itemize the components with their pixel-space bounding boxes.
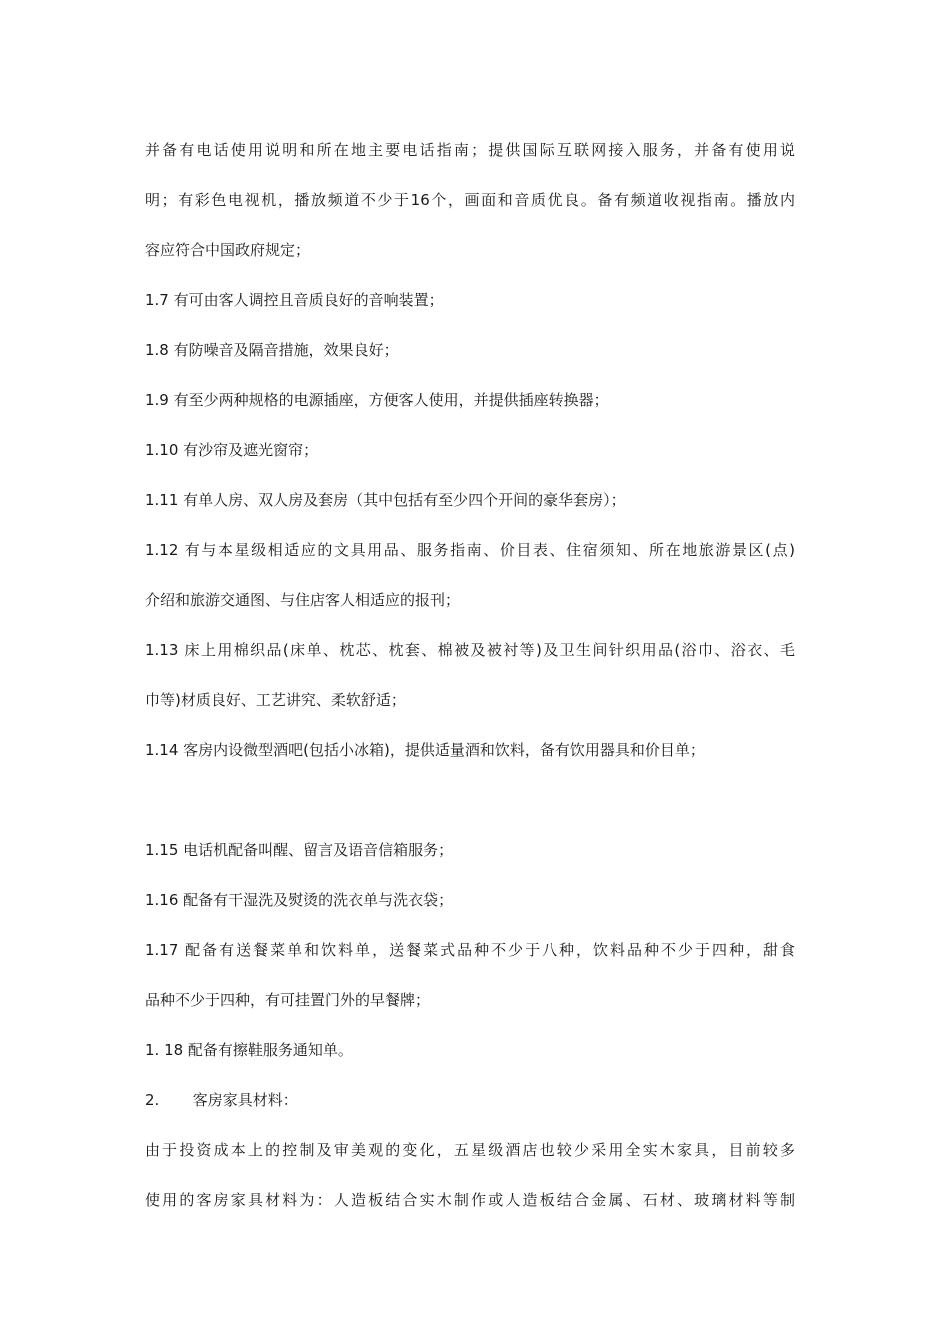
- list-item-1-9: 1.9 有至少两种规格的电源插座，方便客人使用，并提供插座转换器；: [145, 391, 609, 409]
- list-item-1-15: 1.15 电话机配备叫醒、留言及语音信箱服务；: [145, 841, 454, 859]
- document-body: [145, 125, 795, 1225]
- paragraph-line: 容应符合中国政府规定；: [145, 241, 311, 259]
- list-item-1-7: 1.7 有可由客人调控且音质良好的音响装置；: [145, 291, 444, 309]
- blank-line: [145, 775, 795, 825]
- paragraph-line: 使用的客房家具材料为：人造板结合实木制作或人造板结合金属、石材、玻璃材料等制: [145, 1191, 795, 1209]
- paragraph-line: 由于投资成本上的控制及审美观的变化，五星级酒店也较少采用全实木家具，目前较多: [145, 1141, 795, 1159]
- paragraph-line: 并备有电话使用说明和所在地主要电话指南；提供国际互联网接入服务，并备有使用说: [145, 141, 795, 159]
- list-item-1-14: 1.14 客房内设微型酒吧(包括小冰箱)，提供适量酒和饮料，备有饮用器具和价目单；: [145, 741, 705, 759]
- list-item-1-11: 1.11 有单人房、双人房及套房（其中包括有至少四个开间的豪华套房）；: [145, 491, 626, 509]
- list-item-1-16: 1.16 配备有干湿洗及熨烫的洗衣单与洗衣袋；: [145, 891, 454, 909]
- list-item-1-17: 1.17 配备有送餐菜单和饮料单，送餐菜式品种不少于八种，饮料品种不少于四种，甜食: [145, 941, 795, 959]
- paragraph-line: 品种不少于四种，有可挂置门外的早餐牌；: [145, 991, 431, 1009]
- paragraph-line: 明；有彩色电视机，播放频道不少于16个，画面和音质优良。备有频道收视指南。播放内: [145, 191, 795, 209]
- list-item-1-12: 1.12 有与本星级相适应的文具用品、服务指南、价目表、住宿须知、所在地旅游景区(点): [145, 541, 795, 559]
- paragraph-line: 介绍和旅游交通图、与住店客人相适应的报刊；: [145, 591, 461, 609]
- list-item-1-10: 1.10 有沙帘及遮光窗帘；: [145, 441, 319, 459]
- list-item-1-8: 1.8 有防噪音及隔音措施，效果良好；: [145, 341, 399, 359]
- list-item-1-18: 1. 18 配备有擦鞋服务通知单。: [145, 1041, 353, 1059]
- section-heading: 2. 客房家具材料：: [145, 1091, 298, 1109]
- list-item-1-13: 1.13 床上用棉织品(床单、枕芯、枕套、棉被及被衬等)及卫生间针织用品(浴巾、浴衣、毛: [145, 641, 795, 659]
- paragraph-line: 巾等)材质良好、工艺讲究、柔软舒适；: [145, 691, 406, 709]
